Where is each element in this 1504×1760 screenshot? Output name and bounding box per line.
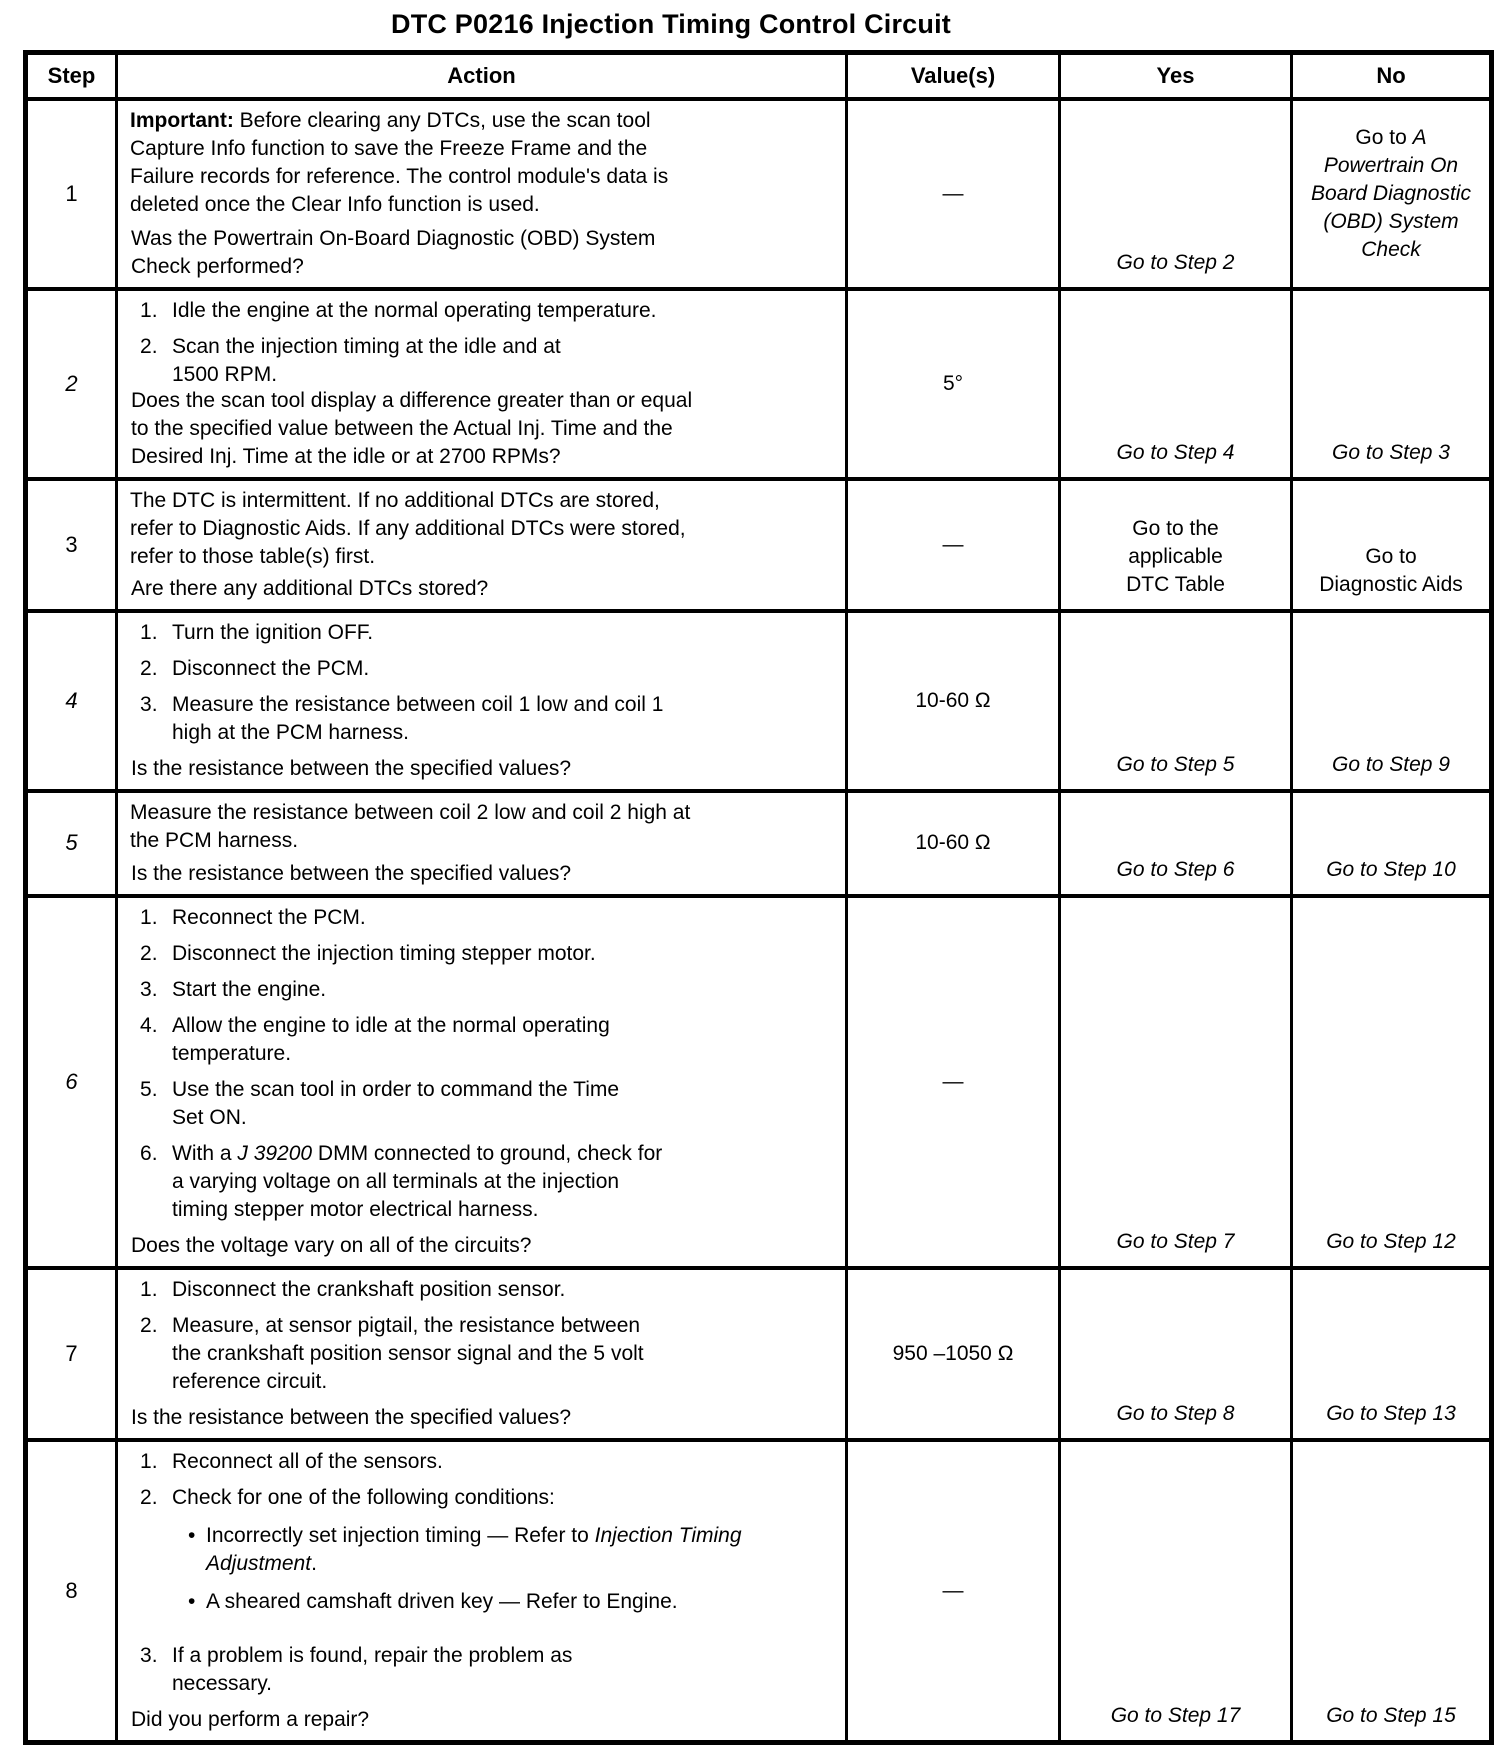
- go-to-step-link: Go to Step 17: [1110, 1703, 1241, 1727]
- action-item: Allow the engine to idle at the normal operating temperature.: [172, 1013, 610, 1065]
- step-cell: 8: [26, 1440, 117, 1743]
- go-to-step-link: Go to Step 4: [1116, 440, 1235, 464]
- diagnostic-table: [23, 50, 1494, 1745]
- go-to-step-link: Go to Step 8: [1116, 1401, 1235, 1425]
- action-item: Check for one of the following conditions: • Incorrectly set injection timing — Refer to Injection Timing Adjustment. • A sheared camshaft driven key — Refer to Engine.: [130, 1484, 833, 1616]
- action-item: Use the scan tool in order to command the Time Set ON.: [172, 1077, 620, 1129]
- action-question: Are there any additional DTCs stored?: [131, 576, 489, 600]
- step-cell: 7: [26, 1268, 117, 1440]
- go-to-step-link: Go to Step 7: [1116, 1229, 1235, 1253]
- bullet-item: • Incorrectly set injection timing — Refer to Injection Timing Adjustment.: [172, 1522, 833, 1578]
- go-to-step-link: Go to Step 9: [1332, 752, 1450, 776]
- step-cell: 5: [26, 791, 117, 896]
- action-question: Does the scan tool display a difference greater than or equal to the specified value between the Actual Inj. Time and the Desired Inj. Time at the idle or at 2700 RPMs?: [131, 388, 693, 468]
- no-cell: [1292, 1268, 1492, 1440]
- go-to-step-link: Go to Step 5: [1116, 752, 1235, 776]
- table-row: [26, 99, 1492, 289]
- action-paragraph: [130, 107, 695, 219]
- yes-cell: [1060, 611, 1292, 791]
- action-item: Turn the ignition OFF.: [172, 620, 374, 644]
- value-cell: —: [847, 1440, 1060, 1743]
- table-row: [26, 791, 1492, 896]
- action-question: Was the Powertrain On-Board Diagnostic (OBD) System Check performed?: [131, 226, 656, 278]
- action-item: Disconnect the PCM.: [172, 656, 370, 680]
- action-item: With a J 39200 DMM connected to ground, check for a varying voltage on all terminals at the injection timing stepper motor electrical harness.: [172, 1141, 663, 1221]
- table-row: [26, 1268, 1492, 1440]
- action-item: Start the engine.: [172, 977, 327, 1001]
- action-cell: [117, 1268, 847, 1440]
- action-item: Reconnect all of the sensors.: [172, 1449, 443, 1473]
- value-cell: 10-60 Ω: [847, 611, 1060, 791]
- step-cell: 4: [26, 611, 117, 791]
- table-row: [26, 479, 1492, 611]
- header-step: Step: [26, 53, 117, 99]
- action-cell: [117, 896, 847, 1268]
- value-cell: 10-60 Ω: [847, 791, 1060, 896]
- value-cell: —: [847, 479, 1060, 611]
- go-to-step-link: Go to Step 2: [1116, 250, 1235, 274]
- step-cell: 3: [26, 479, 117, 611]
- action-item: Reconnect the PCM.: [172, 905, 366, 929]
- yes-cell: [1060, 1440, 1292, 1743]
- go-to-step-link: Go to Step 10: [1326, 857, 1456, 881]
- action-question: Does the voltage vary on all of the circuits?: [131, 1233, 532, 1257]
- action-item: Measure the resistance between coil 1 low and coil 1 high at the PCM harness.: [172, 692, 664, 744]
- value-cell: 950 –1050 Ω: [847, 1268, 1060, 1440]
- action-paragraph: The DTC is intermittent. If no additional DTCs are stored, refer to Diagnostic Aids. If any additional DTCs were stored, refer to those table(s) first.: [130, 488, 686, 568]
- yes-cell: [1060, 1268, 1292, 1440]
- go-to-step-link: Go to Step 12: [1326, 1229, 1456, 1253]
- go-to-step-link: Go to Step 15: [1326, 1703, 1456, 1727]
- go-to-step-link: Go to Step 13: [1326, 1401, 1456, 1425]
- page-title: DTC P0216 Injection Timing Control Circuit: [391, 9, 951, 39]
- important-body: Before clearing any DTCs, use the scan tool Capture Info function to save the Freeze Frame and the Failure records for reference. The control module's data is deleted once the Clear Info function is used.: [130, 108, 669, 216]
- tool-number: J 39200: [237, 1141, 313, 1165]
- yes-cell: [1060, 479, 1292, 611]
- action-question: Is the resistance between the specified values?: [131, 861, 572, 885]
- reference-title: Injection Timing Adjustment: [206, 1523, 742, 1575]
- action-cell: [117, 479, 847, 611]
- bullet-item: • A sheared camshaft driven key — Refer to Engine.: [172, 1588, 833, 1616]
- action-item: Measure, at sensor pigtail, the resistance between the crankshaft position sensor signal and the 5 volt reference circuit.: [172, 1313, 644, 1393]
- action-question: Is the resistance between the specified values?: [131, 1405, 572, 1429]
- yes-cell: [1060, 791, 1292, 896]
- go-to-step-link: Go to Step 3: [1332, 440, 1450, 464]
- go-to-reference-link: Go to Diagnostic Aids: [1319, 544, 1463, 596]
- action-cell: [117, 611, 847, 791]
- yes-cell: [1060, 99, 1292, 289]
- action-item: If a problem is found, repair the problem as necessary.: [172, 1643, 573, 1695]
- step-cell: 2: [26, 289, 117, 479]
- table-row: [26, 289, 1492, 479]
- value-cell: —: [847, 896, 1060, 1268]
- action-cell: [117, 1440, 847, 1743]
- no-cell: [1292, 289, 1492, 479]
- no-cell: [1292, 479, 1492, 611]
- action-cell: [117, 289, 847, 479]
- header-action: Action: [117, 53, 847, 99]
- action-item: Idle the engine at the normal operating temperature.: [172, 298, 657, 322]
- header-values: Value(s): [847, 53, 1060, 99]
- go-to-step-link: Go to Step 6: [1116, 857, 1235, 881]
- yes-cell: [1060, 289, 1292, 479]
- action-question: Did you perform a repair?: [131, 1707, 370, 1731]
- header-no: No: [1292, 53, 1492, 99]
- value-cell: —: [847, 99, 1060, 289]
- important-label: Important:: [130, 108, 234, 132]
- value-cell: 5°: [847, 289, 1060, 479]
- step-cell: 6: [26, 896, 117, 1268]
- yes-cell: [1060, 896, 1292, 1268]
- header-yes: Yes: [1060, 53, 1292, 99]
- action-item: Disconnect the injection timing stepper motor.: [172, 941, 596, 965]
- table-row: [26, 1440, 1492, 1743]
- action-cell: [117, 99, 847, 289]
- no-cell: [1292, 896, 1492, 1268]
- action-cell: [117, 791, 847, 896]
- table-row: [26, 896, 1492, 1268]
- action-item: Scan the injection timing at the idle and at 1500 RPM.: [172, 334, 561, 386]
- action-item: Disconnect the crankshaft position sensor.: [172, 1277, 566, 1301]
- no-cell: [1292, 791, 1492, 896]
- no-cell: [1292, 611, 1492, 791]
- no-cell: [1292, 1440, 1492, 1743]
- no-cell: [1292, 99, 1492, 289]
- go-to-reference-link: Go to the applicable DTC Table: [1126, 516, 1225, 596]
- action-paragraph: Measure the resistance between coil 2 low and coil 2 high at the PCM harness.: [130, 800, 691, 852]
- go-to-reference-link: Go to A Powertrain On Board Diagnostic (OBD) System Check: [1311, 125, 1471, 261]
- header-row: [26, 53, 1492, 99]
- action-question: Is the resistance between the specified values?: [131, 756, 572, 780]
- step-cell: 1: [26, 99, 117, 289]
- table-row: [26, 611, 1492, 791]
